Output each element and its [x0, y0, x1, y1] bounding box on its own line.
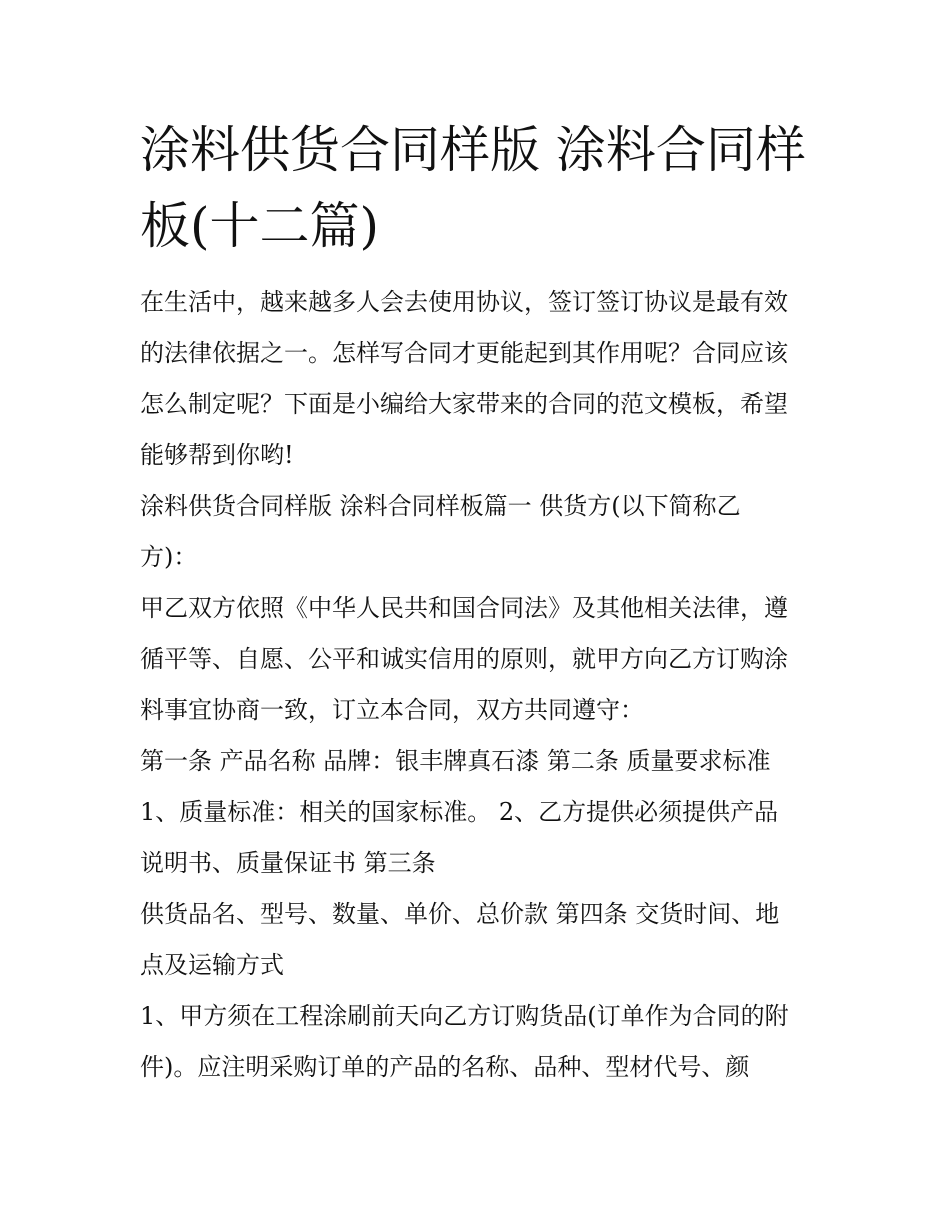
body-line-9: 料事宜协商一致，订立本合同，双方共同遵守： — [140, 696, 644, 724]
body-line-16: 件)。应注明采购订单的产品的名称、品种、型材代号、颜 — [140, 1053, 750, 1081]
body-line-14: 点及运输方式 — [140, 951, 284, 979]
body-line-4: 能够帮到你哟! — [140, 441, 294, 469]
body-line-15: 1、甲方须在工程涂刷前天向乙方订购货品(订单作为合同的附 — [140, 1002, 789, 1030]
body-line-10: 第一条 产品名称 品牌：银丰牌真石漆 第二条 质量要求标准 — [140, 747, 771, 775]
body-line-5: 涂料供货合同样版 涂料合同样板篇一 供货方(以下简称乙 — [140, 492, 741, 520]
body-line-12: 说明书、质量保证书 第三条 — [140, 849, 436, 877]
body-line-11: 1、质量标准：相关的国家标准。 2、乙方提供必须提供产品 — [140, 798, 779, 826]
body-line-3: 怎么制定呢？下面是小编给大家带来的合同的范文模板，希望 — [140, 390, 788, 418]
body-line-7: 甲乙双方依照《中华人民共和国合同法》及其他相关法律，遵 — [140, 594, 788, 622]
body-line-8: 循平等、自愿、公平和诚实信用的原则，就甲方向乙方订购涂 — [140, 645, 788, 673]
document-title — [140, 112, 820, 264]
body-line-2: 的法律依据之一。怎样写合同才更能起到其作用呢？合同应该 — [140, 339, 788, 367]
document-body — [140, 277, 820, 1093]
title-line-2: 板(十二篇) — [140, 197, 380, 255]
body-line-6: 方)： — [140, 543, 198, 571]
body-line-1: 在生活中，越来越多人会去使用协议，签订签订协议是最有效 — [140, 288, 788, 316]
title-line-1: 涂料供货合同样版 涂料合同样 — [140, 121, 806, 179]
body-line-13: 供货品名、型号、数量、单价、总价款 第四条 交货时间、地 — [140, 900, 780, 928]
